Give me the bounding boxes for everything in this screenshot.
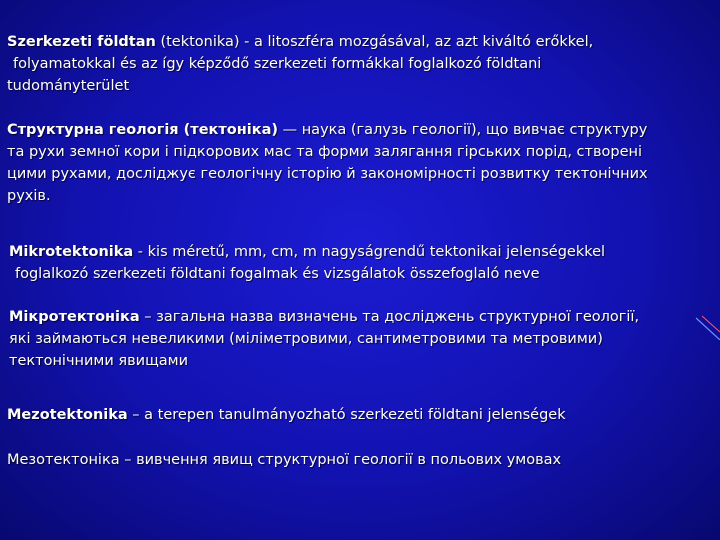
paragraph-line: які займаються невеликими (міліметровими, сантиметровими та метровими) — [9, 331, 603, 347]
definition-text: - kis méretű, mm, cm, m nagyságrendű tektonikai jelenségekkel — [133, 244, 606, 260]
paragraph-mezotektonika-ua — [7, 449, 707, 471]
paragraph-mikrotektonika-ua — [9, 306, 709, 372]
paragraph-line: foglalkozó szerkezeti földtani fogalmak és vizsgálatok összefoglaló neve — [15, 266, 540, 282]
paragraph-line — [9, 241, 709, 263]
paragraph-line — [7, 404, 707, 426]
paragraph-line — [7, 119, 712, 141]
term-mikrotektonika: Mikrotektonika — [9, 244, 134, 260]
paragraph-line: folyamatokkal és az így képződő szerkezeti formákkal foglalkozó földtani — [13, 56, 542, 72]
term-mikrotektonika-ua: Мікротектоніка — [9, 309, 140, 325]
paragraph-line: tudományterület — [7, 78, 130, 94]
paragraph-mezotektonika — [7, 404, 707, 426]
paragraph-line: цими рухами, досліджує геологічну історію й закономірності розвитку тектонічних — [7, 166, 648, 182]
paragraph-line — [7, 31, 707, 53]
definition-text: – загальна назва визначень та досліджень структурної геології, — [139, 309, 640, 325]
decorative-stroke-icon — [690, 300, 720, 340]
paragraph-szerkezeti-foldtan — [7, 31, 707, 97]
paragraph-line: та рухи земної кори і підкорових мас та форми залягання гірських порід, створені — [7, 144, 643, 160]
definition-text: (tektonika) - a litoszféra mozgásával, az azt kiváltó erőkkel, — [155, 34, 594, 50]
decor-line — [702, 316, 720, 332]
definition-text: – a terepen tanulmányozható szerkezeti földtani jelenségek — [127, 407, 566, 423]
paragraph-line — [9, 306, 709, 328]
term-mezotektonika: Mezotektonika — [7, 407, 128, 423]
term-szerkezeti-foldtan: Szerkezeti földtan — [7, 34, 156, 50]
paragraph-strukturna-geologiya — [7, 119, 712, 207]
paragraph-mikrotektonika — [9, 241, 709, 285]
term-strukturna-geologiya: Структурна геологія (тектоніка) — [7, 122, 278, 138]
paragraph-line: рухів. — [7, 188, 51, 204]
paragraph-line: Мезотектоніка – вивчення явищ структурної геології в польових умовах — [7, 452, 562, 468]
definition-text: — наука (галузь геології), що вивчає структуру — [277, 122, 648, 138]
paragraph-line: тектонічними явищами — [9, 353, 188, 369]
